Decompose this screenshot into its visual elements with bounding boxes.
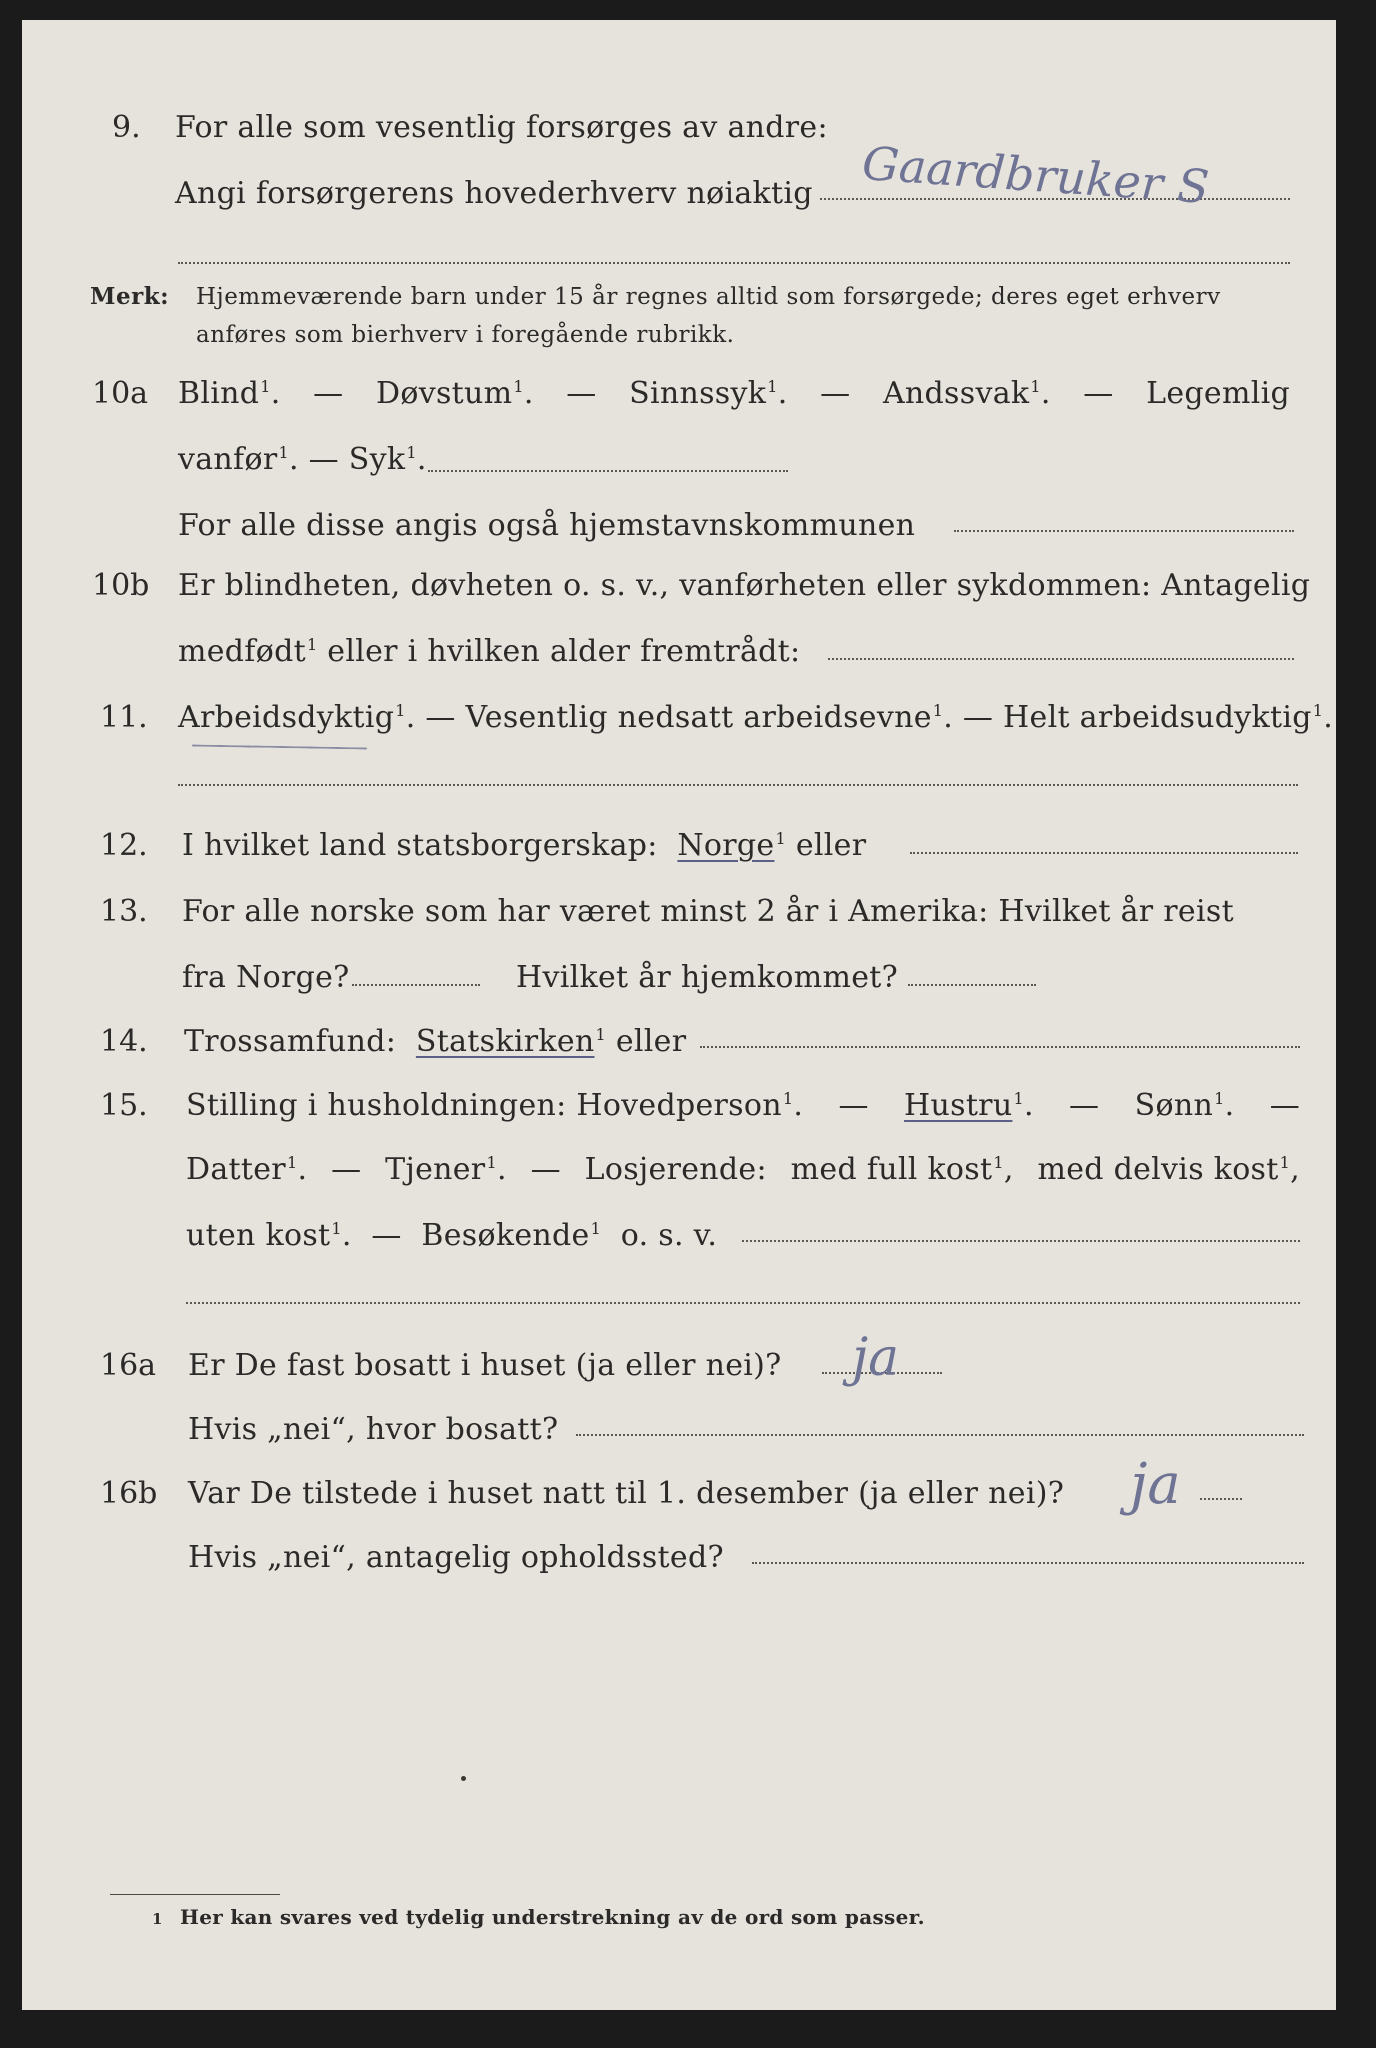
q16b-handwritten-answer: ja [1130, 1452, 1181, 1517]
q10a-line2 [178, 442, 427, 478]
q12-answer-line [910, 852, 1298, 854]
q13-line1: For alle norske som har været minst 2 år i Amerika: Hvilket år reist [182, 894, 1234, 929]
dash: — [838, 1088, 869, 1123]
merk-line2: anføres som bierhverv i foregående rubrikk. [196, 322, 735, 348]
q13-reist-line [352, 984, 480, 986]
q16b-number: 16b [100, 1476, 158, 1511]
opt-statskirken-underlined: Statskirken [415, 1024, 595, 1059]
q14-answer-line [700, 1046, 1300, 1048]
footnote-rule [110, 1894, 280, 1895]
opt-norge-underlined: Norge [677, 828, 775, 863]
q14-number: 14. [100, 1024, 148, 1059]
dash: — [331, 1152, 362, 1187]
q10b-answer-line [828, 658, 1294, 660]
q10a-number: 10a [92, 376, 149, 411]
dash: — [313, 376, 344, 411]
q15-line2 [186, 1152, 1300, 1188]
q16a-line2: Hvis „nei“, hvor bosatt? [188, 1412, 559, 1447]
q10b-line2: medfødt$^1$ eller i hvilken alder fremtrådt: [178, 634, 801, 669]
q12-line1: I hvilket land statsborgerskap: Norge$^1$ eller [182, 828, 867, 863]
merk-label: Merk: [90, 283, 170, 310]
dash: — [820, 376, 851, 411]
dash: — [308, 442, 339, 477]
q16a-line1: Er De fast bosatt i huset (ja eller nei)? [188, 1348, 782, 1383]
opt-sinnssyk: Sinnssyk$^1$. [629, 376, 788, 411]
opt-utenkost: uten kost$^1$. [186, 1218, 352, 1253]
opt-dovstum: Døvstum$^1$. [376, 376, 534, 411]
q10a-answer-line [428, 470, 788, 472]
dash: — [1083, 376, 1114, 411]
q10b-line1: Er blindheten, døvheten o. s. v., vanførheten eller sykdommen: Antagelig [178, 568, 1311, 603]
q10a-line3: For alle disse angis også hjemstavnskommunen [178, 508, 916, 543]
opt-andssvak: Andssvak$^1$. [882, 376, 1051, 411]
q15-line1 [186, 1088, 1300, 1124]
opt-helt: — Helt arbeidsudyktig$^1$. [962, 700, 1334, 735]
q9-line2: Angi forsørgerens hovederhverv nøiaktig [175, 176, 813, 211]
q9-number: 9. [112, 110, 141, 145]
ink-dot [461, 1776, 466, 1781]
q10b-number: 10b [92, 568, 150, 603]
q10a-hjemstavn-line [954, 530, 1294, 532]
q15-continuation-line [186, 1302, 1300, 1304]
merk-line1: Hjemmeværende barn under 15 år regnes alltid som forsørgede; deres eget erhverv [196, 284, 1221, 310]
opt-arbeidsdyktig: Arbeidsdyktig$^1$. [178, 700, 416, 735]
opt-besokende: Besøkende$^1$ [421, 1218, 602, 1253]
dash: — [530, 1152, 561, 1187]
dash: — [1269, 1088, 1300, 1123]
q9-handwritten-answer: Gaardbruker S [860, 135, 1211, 215]
q15-line3: uten kost$^1$. — Besøkende$^1$ o. s. v. [186, 1218, 718, 1253]
q16b-answer-line [1200, 1498, 1242, 1500]
footnote-text: Her kan svares ved tydelig understrekning av de ord som passer. [180, 1905, 925, 1929]
q13-number: 13. [100, 894, 148, 929]
opt-blind: Blind$^1$. [178, 376, 281, 411]
opt-vesentlig: — Vesentlig nedsatt arbeidsevne$^1$. [425, 700, 954, 735]
opt-hustru: Hustru$^1$. [904, 1088, 1034, 1123]
footnote-marker: 1 [152, 1910, 163, 1928]
q16b-line1: Var De tilstede i huset natt til 1. desember (ja eller nei)? [188, 1476, 1065, 1511]
dash: — [1069, 1088, 1100, 1123]
opt-legemlig: Legemlig [1146, 376, 1290, 411]
q9-line1: For alle som vesentlig forsørges av andre: [175, 110, 828, 145]
opt-losjerende: Losjerende: [584, 1152, 767, 1187]
q13-line2b: Hvilket år hjemkommet? [516, 960, 899, 995]
q11-line1 [178, 700, 1333, 736]
q11-continuation-line [178, 784, 1298, 786]
opt-syk: Syk$^1$. [348, 442, 427, 477]
q16a-handwritten-answer: ja [852, 1328, 900, 1388]
q13-hjemkommet-line [908, 984, 1036, 986]
opt-sonn: Sønn$^1$. [1134, 1088, 1235, 1123]
opt-datter: Datter$^1$. [186, 1152, 308, 1187]
q14-line1: Trossamfund: Statskirken$^1$ eller [184, 1024, 687, 1059]
q16b-line2: Hvis „nei“, antagelig opholdssted? [188, 1540, 724, 1575]
opt-vanfor: vanfør$^1$. [178, 442, 299, 477]
q11-number: 11. [100, 700, 148, 735]
q9-continuation-line [178, 262, 1290, 264]
opt-tjener: Tjener$^1$. [385, 1152, 507, 1187]
q16a-bosatt-line [576, 1434, 1304, 1436]
q15-answer-line [742, 1240, 1300, 1242]
q13-line2a: fra Norge? [182, 960, 350, 995]
q10a-line1 [178, 376, 1290, 412]
form-page [22, 20, 1336, 2010]
q12-number: 12. [100, 828, 148, 863]
dash: — [566, 376, 597, 411]
dash: — [371, 1218, 402, 1253]
q15-number: 15. [100, 1088, 148, 1123]
q16a-number: 16a [100, 1348, 157, 1383]
opt-delviskost: med delvis kost$^1$, [1037, 1152, 1300, 1187]
q16b-opholdssted-line [752, 1562, 1304, 1564]
opt-hovedperson: Stilling i husholdningen: Hovedperson$^1$. [186, 1088, 804, 1123]
opt-fullkost: med full kost$^1$, [790, 1152, 1014, 1187]
